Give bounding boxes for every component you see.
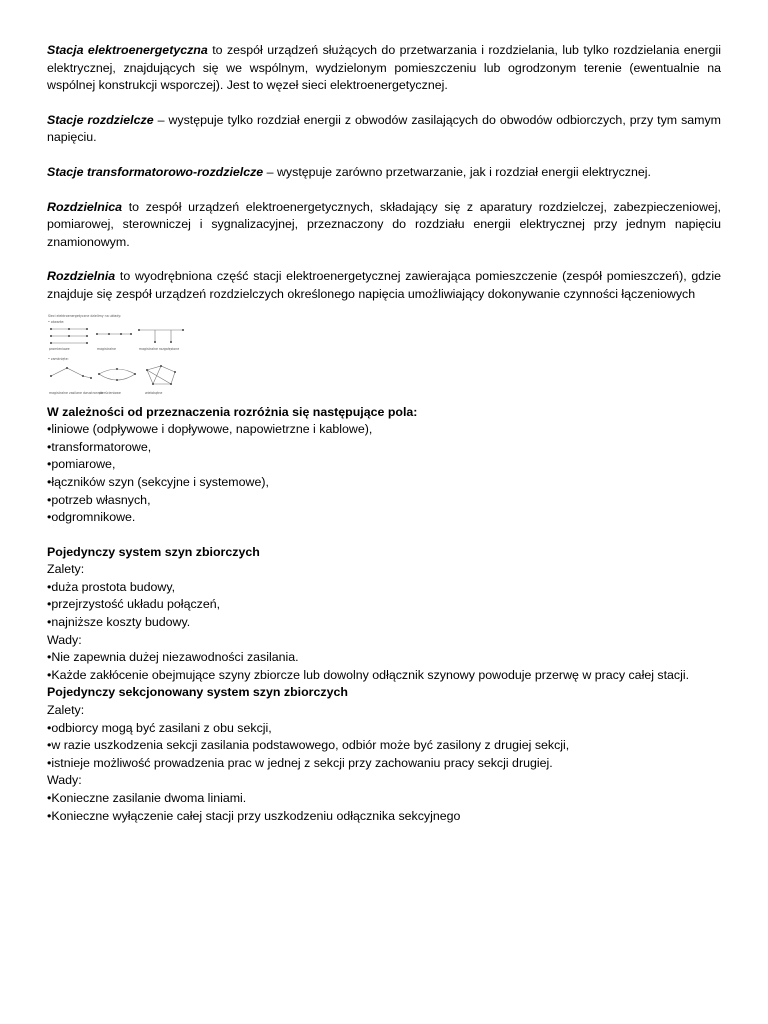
figure-title: Sieci elektroenergetyczne dzielimy na układy: — [48, 313, 122, 318]
list-item: •transformatorowe, — [47, 439, 152, 454]
list-item: •Konieczne wyłączenie całej stacji przy uszkodzeniu odłącznika sekcyjnego — [47, 808, 461, 823]
sectioned-busbar-section — [47, 684, 721, 825]
list-item: •liniowe (odpływowe i dopływowe, napowietrzne i kablowe), — [47, 422, 373, 437]
network-diagram — [47, 312, 189, 398]
definition-text: to zespół urządzeń elektroenergetycznych, składający się z aparatury rozdzielczej, zabezpieczeniowej, pomiarowej, sterowniczej i sygnalizacyjnej, przeznaczony do rozdziału energii elektrycznej przy jednym napięciu znamionowym. — [47, 199, 721, 249]
definition-distribution-stations — [47, 112, 721, 147]
definition-text: to zespół urządzeń służących do przetwarzania i rozdzielania, lub tylko rozdzielania energii elektrycznej, znajdujących się we wspólnym, wydzielonym pomieszczeniu lub ogrodzonym terenie (ewentualnie na wspólnej konstrukcji wsporczej). Jest to węzeł sieci elektroenergetycznej. — [47, 43, 721, 93]
open-label: • otwarte: — [48, 319, 65, 324]
open-network-lines — [51, 329, 183, 384]
definition-transformer-stations — [47, 164, 721, 182]
fields-section — [47, 404, 721, 527]
list-item: •duża prostota budowy, — [47, 579, 176, 594]
open-caption: magistralne — [97, 346, 117, 351]
definition-text: – występuje zarówno przetwarzanie, jak i rozdział energii elektrycznej. — [263, 164, 651, 179]
term: Rozdzielnica — [47, 199, 123, 214]
list-item: •odbiorcy mogą być zasilani z obu sekcji, — [47, 720, 272, 735]
list-item: •w razie uszkodzenia sekcji zasilania podstawowego, odbiór może być zasilony z drugiej sekcji, — [47, 738, 570, 753]
cons-label: Wady: — [47, 773, 82, 788]
list-item: •potrzeb własnych, — [47, 492, 151, 507]
cons-label: Wady: — [47, 632, 82, 647]
definition-switchyard — [47, 268, 721, 303]
term: Stacje rozdzielcze — [47, 112, 154, 127]
definition-text: to wyodrębniona część stacji elektroenergetycznej zawierająca pomieszczenie (zespół pomieszczeń), gdzie znajduje się zespół urządzeń rozdzielczych określonego napięcia umożliwiający dokonywanie czynności łączeniowych — [47, 269, 721, 301]
list-item: •najniższe koszty budowy. — [47, 615, 191, 630]
single-busbar-heading: Pojedynczy system szyn zbiorczych — [47, 544, 260, 559]
closed-caption: magistralne zasilane dwustronnie — [49, 390, 103, 395]
closed-caption: pierścieniowe — [99, 390, 121, 395]
sectioned-busbar-heading: Pojedynczy sekcjonowany system szyn zbiorczych — [47, 685, 348, 700]
term: Stacja elektroenergetyczna — [47, 43, 208, 57]
closed-label: • zamknięte: — [48, 356, 69, 361]
definition-station — [47, 42, 721, 95]
definition-switchgear — [47, 199, 721, 252]
term: Rozdzielnia — [47, 269, 116, 284]
list-item: •odgromnikowe. — [47, 510, 136, 525]
pros-label: Zalety: — [47, 703, 85, 718]
single-busbar-section — [47, 544, 721, 685]
list-item: •pomiarowe, — [47, 457, 116, 472]
term: Stacje transformatorowo-rozdzielcze — [47, 164, 264, 179]
open-caption: magistralne rozgałęzione — [139, 346, 180, 351]
fields-heading: W zależności od przeznaczenia rozróżnia się następujące pola: — [47, 404, 418, 419]
closed-caption: wielokątne — [145, 390, 163, 395]
list-item: •istnieje możliwość prowadzenia prac w jednej z sekcji przy zachowaniu pracy sekcji drugiej. — [47, 755, 553, 770]
network-diagram-figure — [47, 312, 189, 398]
list-item: •Konieczne zasilanie dwoma liniami. — [47, 791, 247, 805]
network-nodes — [50, 328, 184, 385]
list-item: •przejrzystość układu połączeń, — [47, 597, 221, 612]
open-caption: promieniowe — [49, 346, 70, 351]
list-item: •łączników szyn (sekcyjne i systemowe), — [47, 474, 269, 489]
list-item: •Każde zakłócenie obejmujące szyny zbiorcze lub dowolny odłącznik szynowy powoduje przerwę w pracy całej stacji. — [47, 667, 690, 682]
document-page — [47, 42, 721, 825]
definition-text: – występuje tylko rozdział energii z obwodów zasilających do obwodów odbiorczych, przy tym samym napięciu. — [47, 112, 721, 145]
list-item: •Nie zapewnia dużej niezawodności zasilania. — [47, 650, 299, 665]
pros-label: Zalety: — [47, 562, 85, 577]
